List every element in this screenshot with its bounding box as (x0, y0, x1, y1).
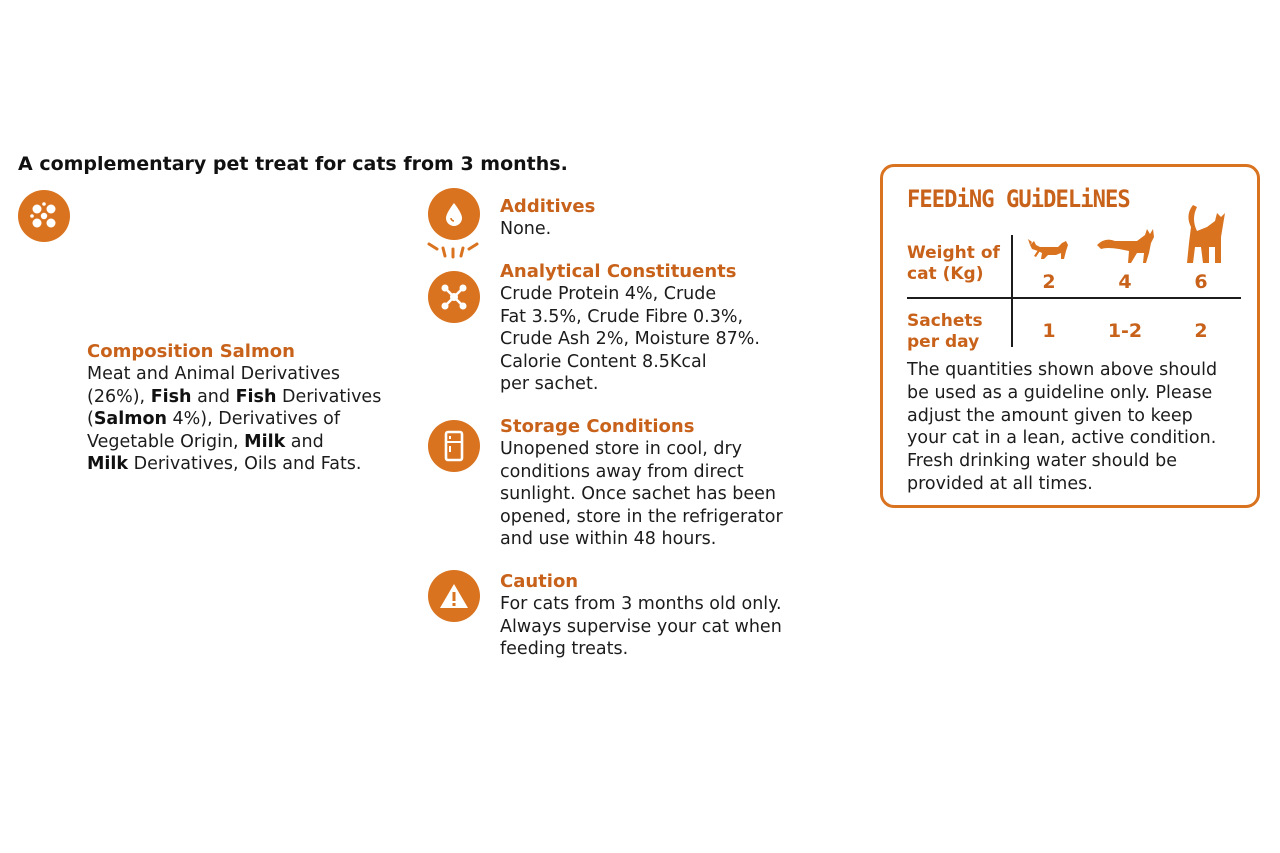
small-cat-icon (1026, 231, 1072, 265)
caution-line: feeding treats. (500, 639, 629, 659)
storage-line: conditions away from direct (500, 461, 744, 482)
sachets-value: 2 (1194, 320, 1208, 342)
sachets-label (907, 311, 983, 353)
composition-text-part: (26%), (87, 386, 151, 407)
caution-title: Caution (500, 571, 579, 592)
sachets-label-line: Sachets (907, 311, 983, 331)
caution-section (500, 571, 782, 661)
composition-text-part: and (191, 386, 236, 407)
storage-line: sunlight. Once sachet has been (500, 484, 777, 504)
caution-line: For cats from 3 months old only. (500, 594, 782, 614)
additives-text (500, 218, 595, 241)
weight-value: 6 (1194, 271, 1208, 293)
ingredients-icon (18, 190, 70, 242)
fridge-icon (428, 420, 480, 472)
additives-title: Additives (500, 196, 596, 217)
drop-icon (424, 188, 482, 260)
storage-text (500, 438, 783, 551)
table-horizontal-divider (907, 297, 1241, 299)
caution-text (500, 593, 782, 661)
feeding-note (907, 359, 1252, 496)
composition-text-part: Derivatives (276, 386, 382, 407)
storage-line: opened, store in the refrigerator (500, 506, 783, 527)
feeding-note-line: be used as a guideline only. Please (907, 382, 1213, 403)
weight-label-line: cat (Kg) (907, 264, 984, 284)
analytical-section (500, 261, 760, 396)
analytical-title: Analytical Constituents (500, 261, 737, 282)
composition-text-part: and (285, 431, 324, 452)
composition-text-part: Vegetable Origin, (87, 431, 245, 452)
table-vertical-divider (1011, 235, 1013, 347)
composition-text-part: 4%), Derivatives of (166, 409, 341, 429)
analytical-line: Crude Protein 4%, Crude (500, 284, 717, 304)
composition-section (87, 341, 381, 476)
composition-text-part: Meat and Animal Derivatives (87, 364, 340, 384)
feeding-title: FEEDiNG GUiDELiNES (907, 185, 1130, 213)
storage-line: and use within 48 hours. (500, 529, 717, 549)
composition-title: Composition Salmon (87, 341, 295, 362)
feeding-note-line: The quantities shown above should (907, 360, 1218, 380)
composition-text-part: ( (87, 409, 94, 429)
analytical-line: Crude Ash 2%, Moisture 87%. (500, 329, 760, 349)
analytical-line: per sachet. (500, 374, 599, 394)
weight-label-line: Weight of (907, 243, 1000, 263)
composition-bold-part: Fish (235, 386, 277, 407)
feeding-note-line: your cat in a lean, active condition. (907, 428, 1217, 449)
storage-title: Storage Conditions (500, 416, 695, 437)
analytical-line: Calorie Content 8.5Kcal (500, 351, 707, 372)
storage-section (500, 416, 783, 551)
molecule-icon (428, 271, 480, 323)
composition-bold-part: Milk (244, 431, 286, 452)
warning-icon (428, 570, 480, 622)
sachets-value: 1 (1042, 320, 1056, 342)
additives-line: None. (500, 219, 552, 239)
feeding-note-line: provided at all times. (907, 473, 1093, 494)
weight-value: 2 (1042, 271, 1056, 293)
headline: A complementary pet treat for cats from 3 months. (18, 153, 568, 175)
feeding-note-line: adjust the amount given to keep (907, 405, 1193, 426)
sachets-label-line: per day (907, 332, 980, 352)
weight-value: 4 (1118, 271, 1132, 293)
composition-bold-part: Salmon (93, 409, 167, 429)
analytical-text (500, 283, 760, 396)
caution-line: Always supervise your cat when (500, 616, 782, 637)
large-cat-icon (1179, 201, 1229, 267)
weight-label (907, 243, 1000, 285)
medium-cat-icon (1093, 223, 1159, 267)
composition-text (87, 363, 381, 476)
sachets-value: 1-2 (1107, 320, 1143, 342)
composition-text-part: Derivatives, Oils and Fats. (128, 454, 362, 474)
storage-line: Unopened store in cool, dry (500, 439, 743, 459)
composition-bold-part: Milk (87, 454, 129, 474)
additives-section (500, 196, 595, 241)
composition-bold-part: Fish (150, 386, 192, 407)
analytical-line: Fat 3.5%, Crude Fibre 0.3%, (500, 306, 744, 327)
feeding-guidelines-box (880, 164, 1260, 508)
feeding-note-line: Fresh drinking water should be (907, 451, 1177, 472)
